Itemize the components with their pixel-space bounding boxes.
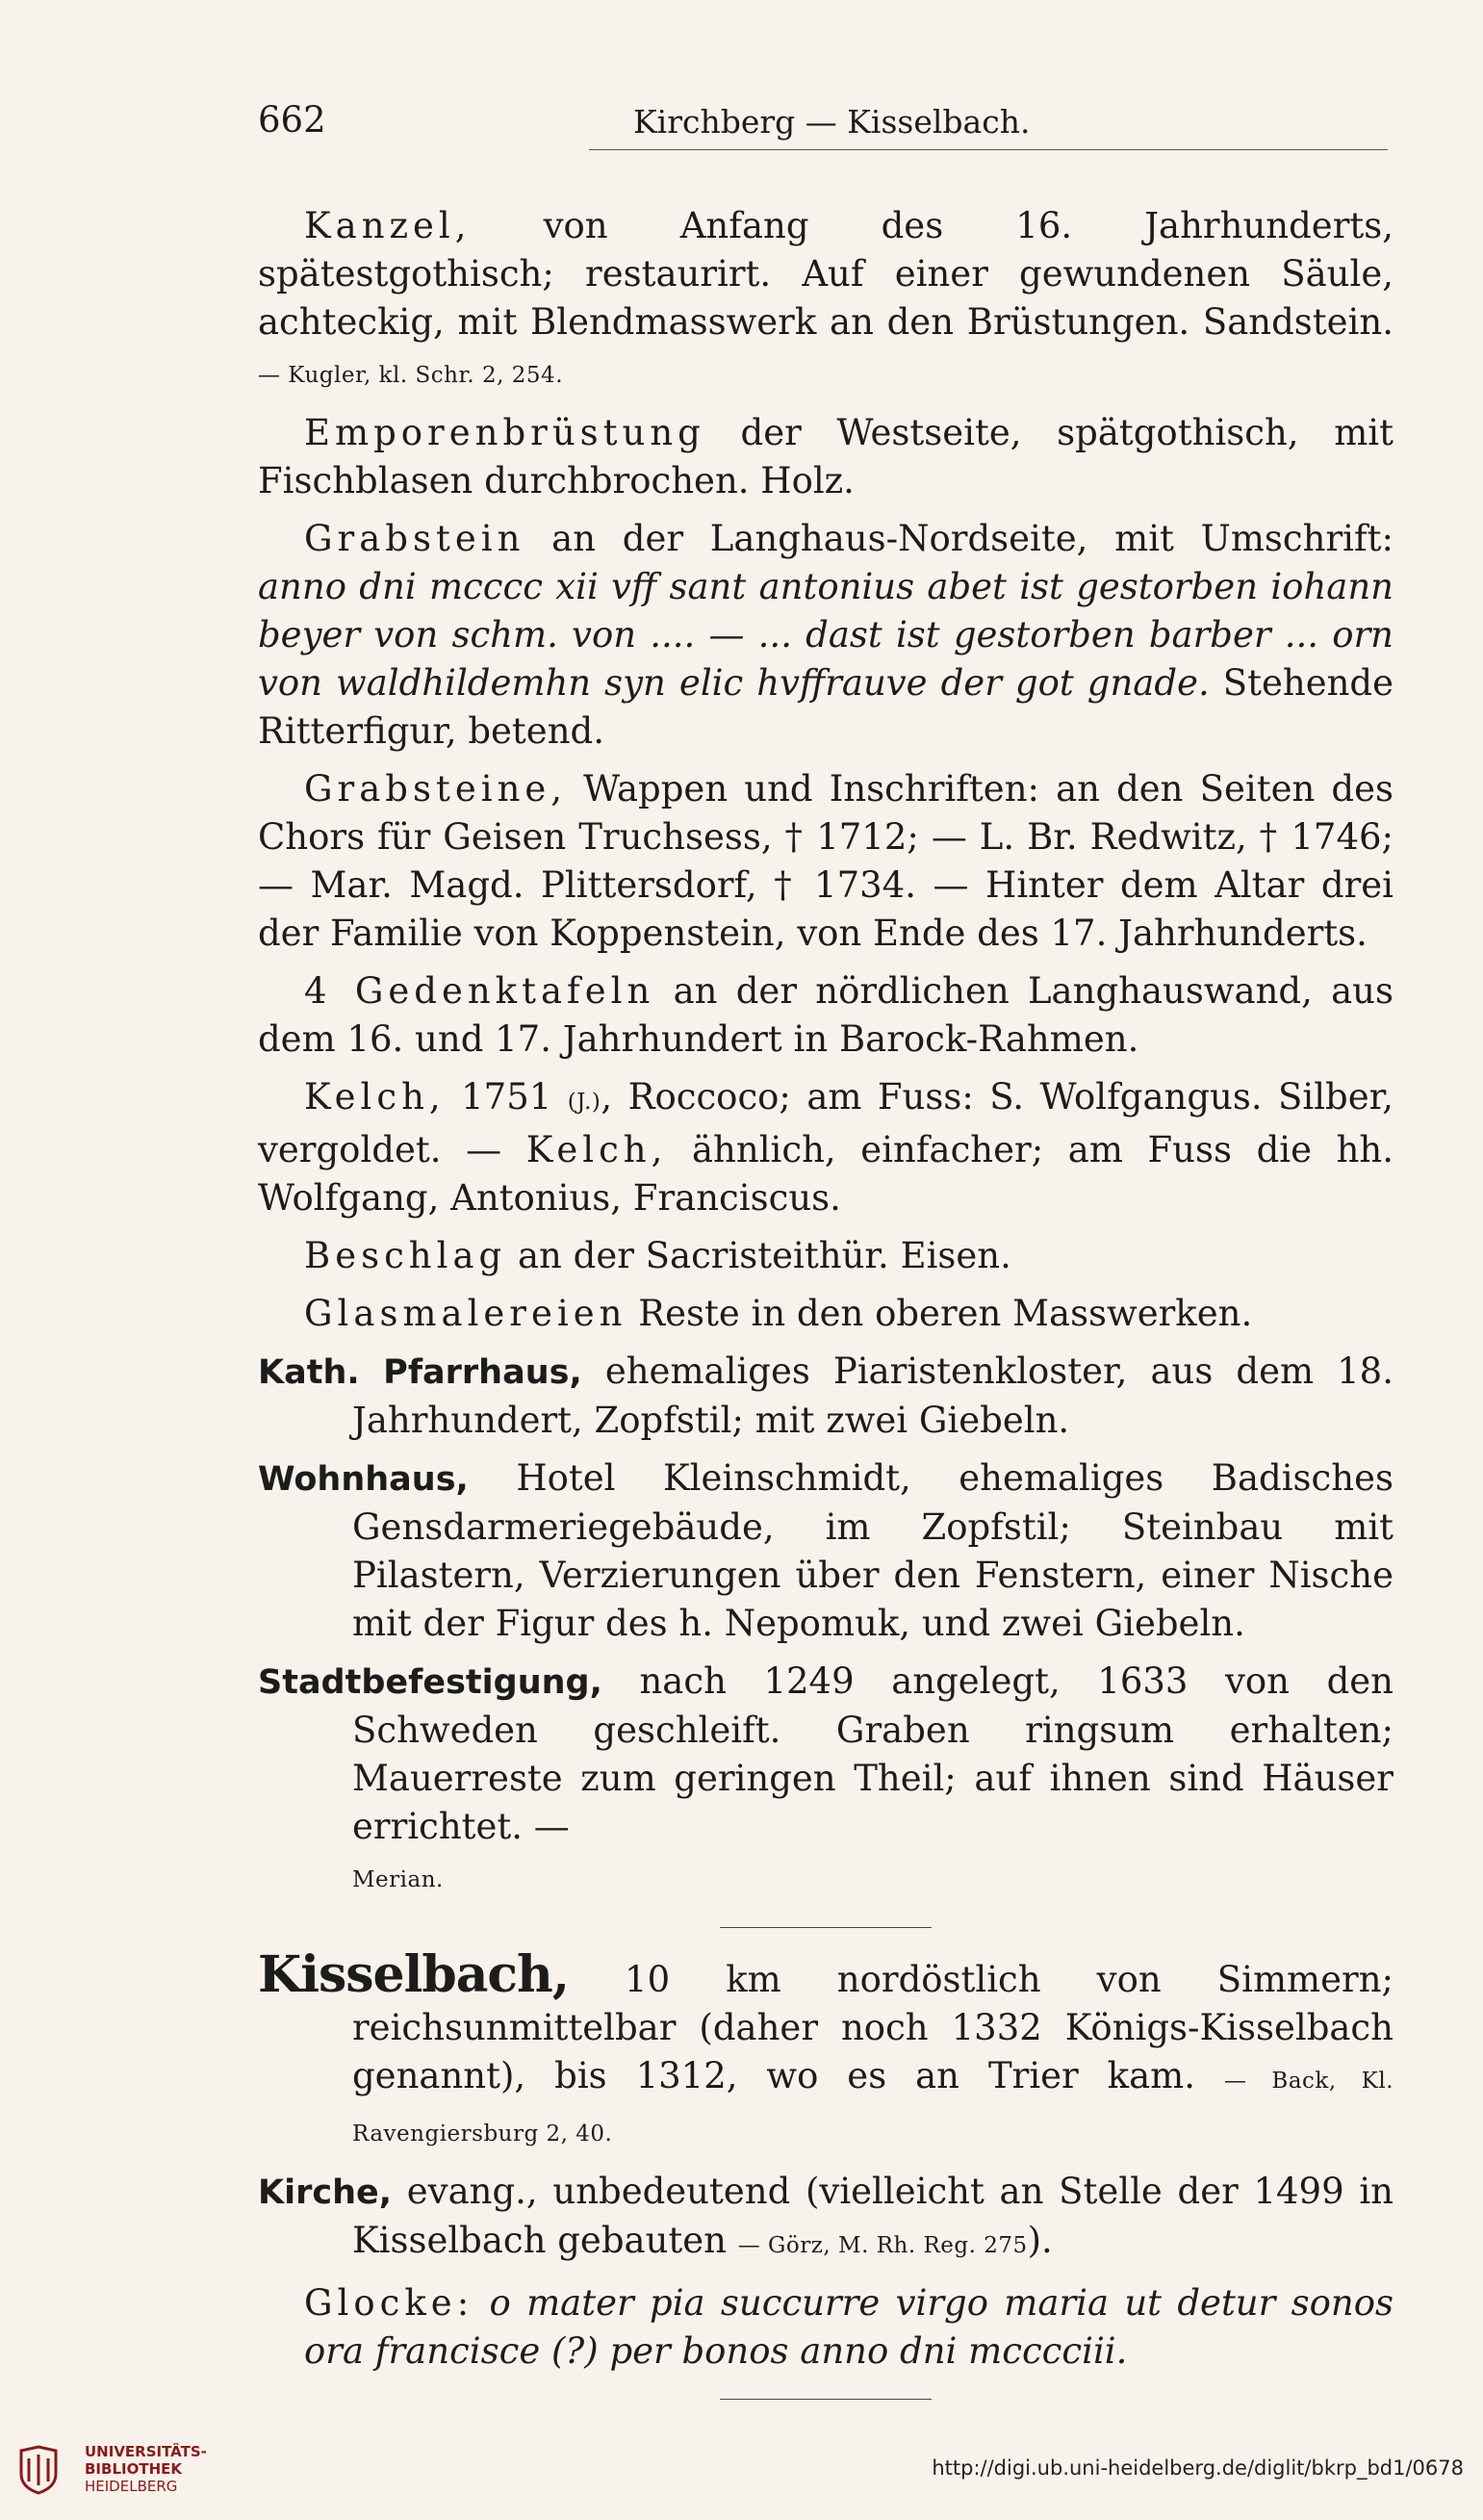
abbreviation: (J.) bbox=[567, 1090, 601, 1115]
reference: — Kugler, kl. Schr. 2, 254. bbox=[258, 363, 564, 388]
body-text bbox=[258, 202, 1394, 2423]
entry-text: Reste in den oberen Masswerken. bbox=[626, 1293, 1253, 1334]
paragraph-gedenktafeln bbox=[258, 967, 1394, 1064]
entry-text: an der nördlichen Langhauswand, aus dem 16. und 17. Jahrhundert in Barock-Rahmen. bbox=[258, 970, 1394, 1060]
library-line: HEIDELBERG bbox=[85, 2478, 178, 2495]
entry-text: Hotel Kleinschmidt, ehemaliges Badisches Gensdarmeriegebäude, im Zopfstil; Steinbau mit Pilastern, Verzierungen über den Fenstern, einer Nische mit der Figur des h. Nepomuk, und zwei Giebeln. bbox=[352, 1457, 1394, 1644]
entry-lead: Kelch, bbox=[304, 1076, 446, 1118]
place-heading: Kisselbach, bbox=[258, 1945, 569, 2004]
running-title: Kirchberg — Kisselbach. bbox=[633, 103, 1031, 141]
source-url-link[interactable]: http://digi.ub.uni-heidelberg.de/diglit/bkrp_bd1/0678 bbox=[932, 2456, 1464, 2480]
entry-lead: Glocke: bbox=[304, 2282, 474, 2324]
entry-lead: Grabstein bbox=[304, 518, 525, 559]
entry-lead: Grabsteine, bbox=[304, 768, 568, 810]
library-line: UNIVERSITÄTS- bbox=[85, 2443, 207, 2460]
section-divider bbox=[720, 2399, 932, 2400]
entry-text: der Westseite, spätgothisch, mit Fischblasen durchbrochen. Holz. bbox=[258, 412, 1394, 501]
page-number: 662 bbox=[258, 99, 326, 141]
library-logo-icon bbox=[17, 2445, 60, 2495]
entry-text: an der Langhaus-Nordseite, mit Umschrift: bbox=[524, 518, 1394, 559]
reference: Merian. bbox=[352, 1867, 444, 1892]
entry-lead: Stadtbefestigung, bbox=[258, 1663, 602, 1702]
paragraph-kisselbach bbox=[258, 1945, 1394, 2158]
header-rule bbox=[589, 149, 1388, 150]
inscription: anno dni mcccc xii vff sant antonius abet ist gestorben iohann beyer von schm. von .... — ... dast ist gestorben barber ... orn von waldhildemhn syn elic hvffrauve der got gnade. bbox=[258, 566, 1394, 704]
reference: — Görz, M. Rh. Reg. 275 bbox=[737, 2233, 1028, 2258]
section-divider bbox=[720, 1927, 932, 1928]
entry-lead: Kelch, bbox=[525, 1129, 668, 1170]
entry-lead: Emporenbrüstung bbox=[304, 412, 705, 453]
library-name bbox=[85, 2443, 207, 2495]
library-line: BIBLIOTHEK bbox=[85, 2460, 182, 2478]
entry-text: von Anfang des 16. Jahrhunderts, spätestgothisch; restaurirt. Auf einer gewundenen Säule, achteckig, mit Blendmasswerk an den Brüstungen. Sandstein. bbox=[258, 205, 1394, 343]
entry-lead: Beschlag bbox=[304, 1235, 507, 1276]
entry-text: nach 1249 angelegt, 1633 von den Schweden geschleift. Graben ringsum erhalten; Mauerreste zum geringen Theil; auf ihnen sind Häuser errichtet. — bbox=[352, 1660, 1394, 1847]
entry-text: , Roccoco; am Fuss: S. Wolfgangus. Silber, vergoldet. — bbox=[258, 1076, 1394, 1170]
entry-lead: Kanzel, bbox=[304, 205, 472, 246]
paragraph-wohnhaus bbox=[258, 1454, 1394, 1648]
entry-text: Stehende Ritterfigur, betend. bbox=[258, 662, 1394, 752]
entry-text: Wappen und Inschriften: an den Seiten des Chors für Geisen Truchsess, † 1712; — L. Br. Redwitz, † 1746; — Mar. Magd. Plittersdorf, † 1734. — Hinter dem Altar drei der Familie von Koppenstein, von Ende des 17. Jahrhunderts. bbox=[258, 768, 1394, 954]
paragraph-glocke bbox=[258, 2279, 1394, 2376]
entry-lead: Glasmalereien bbox=[304, 1293, 627, 1334]
entry-text: 1751 bbox=[445, 1076, 568, 1118]
entry-lead: Kath. Pfarrhaus, bbox=[258, 1353, 582, 1392]
reference: — Back, Kl. Ravengiersburg 2, 40. bbox=[352, 2069, 1394, 2147]
paragraph-pfarrhaus bbox=[258, 1348, 1394, 1445]
entry-lead: 4 Gedenktafeln bbox=[304, 970, 655, 1012]
page-footer bbox=[0, 2418, 1483, 2520]
paragraph-kelch bbox=[258, 1073, 1394, 1222]
paragraph-kirche bbox=[258, 2168, 1394, 2270]
paragraph-grabsteine bbox=[258, 765, 1394, 958]
entry-lead: Kirche, bbox=[258, 2173, 393, 2212]
entry-text: 10 km nordöstlich von Simmern; reichsunmittelbar (daher noch 1332 Königs-Kisselbach genannt), bis 1312, wo es an Trier kam. bbox=[352, 1959, 1394, 2096]
paragraph-glasmalereien bbox=[258, 1290, 1394, 1338]
inscription: o mater pia succurre virgo maria ut detur sonos ora francisce (?) per bonos anno dni mcccciii. bbox=[304, 2282, 1394, 2372]
entry-lead: Wohnhaus, bbox=[258, 1460, 469, 1499]
entry-text: ähnlich, einfacher; am Fuss die hh. Wolfgang, Antonius, Franciscus. bbox=[258, 1129, 1394, 1219]
paragraph-stadtbefestigung bbox=[258, 1658, 1394, 1904]
entry-text: an der Sacristeithür. Eisen. bbox=[506, 1235, 1011, 1276]
entry-text: ehemaliges Piaristenkloster, aus dem 18. Jahrhundert, Zopfstil; mit zwei Giebeln. bbox=[352, 1350, 1394, 1441]
paragraph-grabstein bbox=[258, 515, 1394, 756]
paragraph-emporenbruestung bbox=[258, 409, 1394, 505]
page-header bbox=[258, 99, 1394, 147]
entry-text: evang., unbedeutend (vielleicht an Stelle der 1499 in Kisselbach gebauten bbox=[352, 2171, 1394, 2261]
paragraph-kanzel bbox=[258, 202, 1394, 399]
entry-text: ). bbox=[1027, 2220, 1053, 2261]
paragraph-beschlag bbox=[258, 1232, 1394, 1280]
